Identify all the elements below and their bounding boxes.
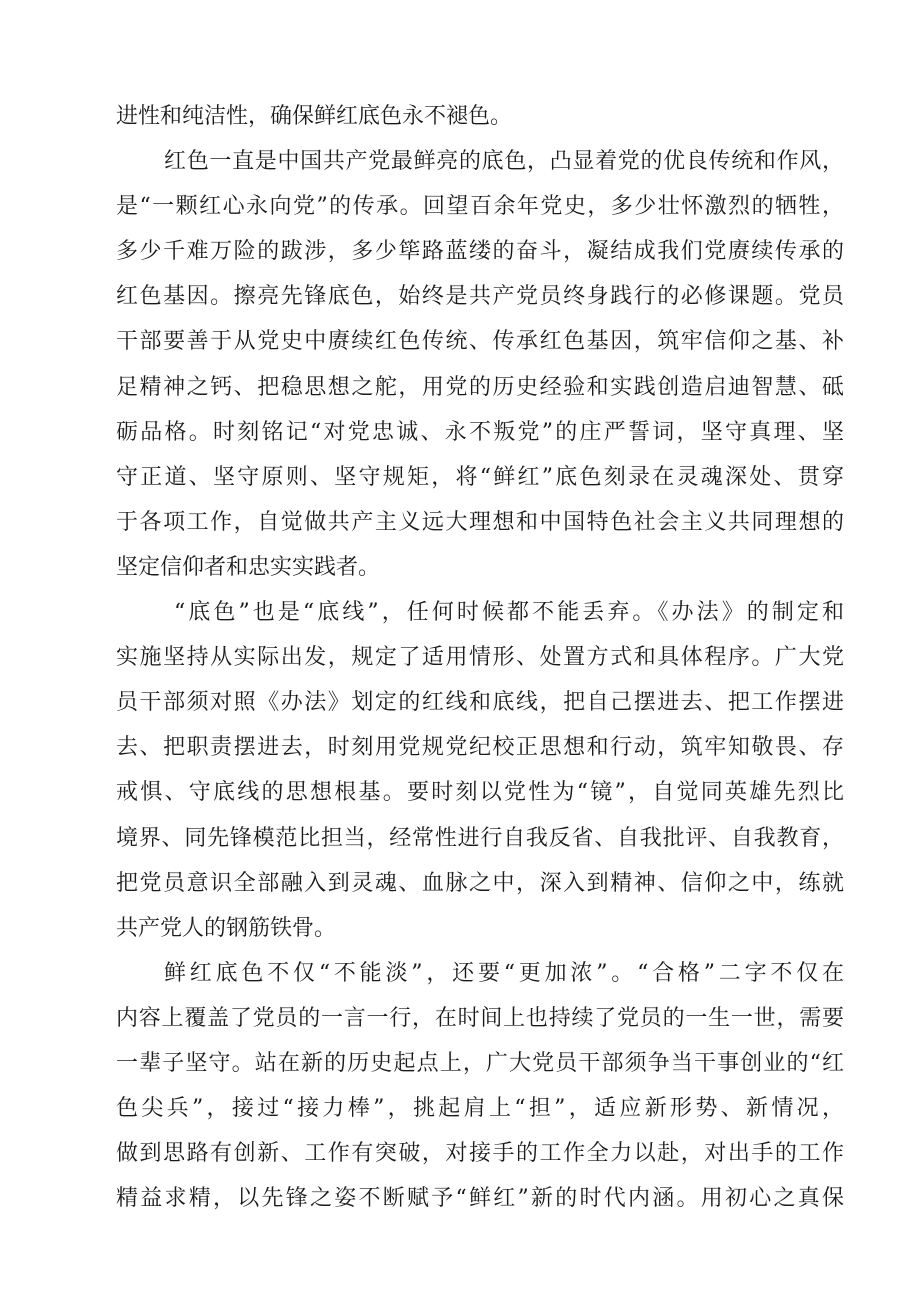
text-line: 境界、同先锋模范比担当，经常性进行自我反省、自我批评、自我教育， xyxy=(116,825,844,851)
text-line: 砺品格。时刻铭记“对党忠诚、永不叛党”的庄严誓词，坚守真理、坚 xyxy=(116,419,844,445)
text-line: 足精神之钙、把稳思想之舵，用党的历史经验和实践创造启迪智慧、砥 xyxy=(116,374,844,400)
text-line: 内容上覆盖了党员的一言一行，在时间上也持续了党员的一生一世，需要 xyxy=(116,1005,844,1031)
paragraph-start-line: 鲜红底色不仅“不能淡”，还要“更加浓”。“合格”二字不仅在 xyxy=(164,960,844,986)
text-line: 于各项工作，自觉做共产主义远大理想和中国特色社会主义共同理想的 xyxy=(116,509,844,535)
text-line: 色尖兵”，接过“接力棒”，挑起肩上“担”，适应新形势、新情况， xyxy=(116,1096,844,1122)
paragraph-start-line: 红色一直是中国共产党最鲜亮的底色，凸显着党的优良传统和作风， xyxy=(164,149,844,175)
paragraph-start-line: “底色”也是“底线”，任何时候都不能丢弃。《办法》的制定和 xyxy=(174,600,844,626)
text-line: 做到思路有创新、工作有突破，对接手的工作全力以赴，对出手的工作 xyxy=(116,1141,844,1167)
text-line: 干部要善于从党史中赓续红色传统、传承红色基因，筑牢信仰之基、补 xyxy=(116,329,844,355)
document-body xyxy=(116,94,844,1221)
text-line: 实施坚持从实际出发，规定了适用情形、处置方式和具体程序。广大党 xyxy=(116,645,844,671)
text-line: 进性和纯洁性，确保鲜红底色永不褪色。 xyxy=(116,104,513,129)
text-line: 戒惧、守底线的思想根基。要时刻以党性为“镜”，自觉同英雄先烈比 xyxy=(116,780,844,806)
text-line: 红色基因。擦亮先锋底色，始终是共产党员终身践行的必修课题。党员 xyxy=(116,284,844,310)
text-line: 一辈子坚守。站在新的历史起点上，广大党员干部须争当干事创业的“红 xyxy=(116,1050,844,1076)
paragraph-end-line: 坚定信仰者和忠实实践者。 xyxy=(116,554,381,580)
text-line: 把党员意识全部融入到灵魂、血脉之中，深入到精神、信仰之中，练就 xyxy=(116,870,844,896)
text-line: 去、把职责摆进去，时刻用党规党纪校正思想和行动，筑牢知敬畏、存 xyxy=(116,735,844,761)
text-line: 守正道、坚守原则、坚守规矩，将“鲜红”底色刻录在灵魂深处、贯穿 xyxy=(116,464,844,490)
text-line: 精益求精，以先锋之姿不断赋予“鲜红”新的时代内涵。用初心之真保 xyxy=(116,1186,844,1212)
text-line: 员干部须对照《办法》划定的红线和底线，把自己摆进去、把工作摆进 xyxy=(116,690,844,716)
text-line: 是“一颗红心永向党”的传承。回望百余年党史，多少壮怀激烈的牺牲， xyxy=(116,194,844,220)
text-line: 多少千难万险的跋涉，多少筚路蓝缕的奋斗，凝结成我们党赓续传承的 xyxy=(116,239,844,265)
paragraph-end-line: 共产党人的钢筋铁骨。 xyxy=(116,915,337,941)
